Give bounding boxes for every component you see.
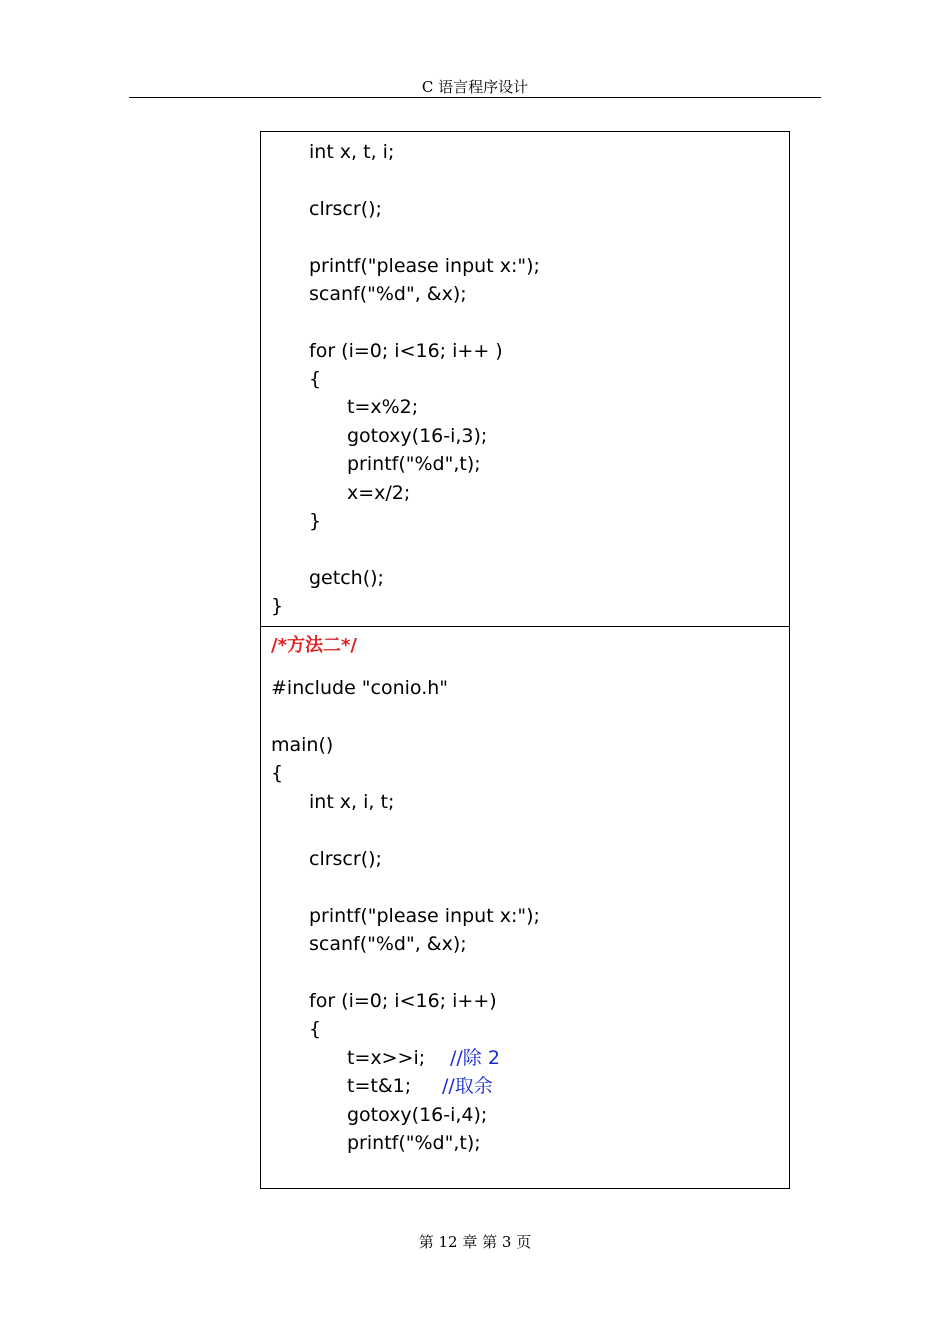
code-line: t=x>>i; bbox=[347, 1047, 426, 1069]
code-cell-method-2 bbox=[261, 626, 789, 1188]
code-line: for (i=0; i<16; i++) bbox=[309, 990, 497, 1012]
code-line: getch(); bbox=[309, 567, 384, 589]
code-line: main() bbox=[271, 734, 334, 756]
code-line: printf("%d",t); bbox=[347, 453, 481, 475]
code-line: gotoxy(16-i,3); bbox=[347, 425, 488, 447]
code-line: clrscr(); bbox=[309, 198, 382, 220]
code-cell-method-1 bbox=[261, 132, 789, 627]
code-line: printf("please input x:"); bbox=[309, 255, 540, 277]
code-line: } bbox=[309, 510, 322, 532]
code-line: gotoxy(16-i,4); bbox=[347, 1104, 488, 1126]
code-table bbox=[260, 131, 790, 1189]
code-line: scanf("%d", &x); bbox=[309, 933, 467, 955]
code-line: x=x/2; bbox=[347, 482, 411, 504]
code-line: } bbox=[271, 595, 284, 617]
code-line: { bbox=[309, 1018, 322, 1040]
code-line: clrscr(); bbox=[309, 848, 382, 870]
code-line: #include "conio.h" bbox=[271, 677, 449, 699]
code-line: printf("please input x:"); bbox=[309, 905, 540, 927]
code-comment: //取余 bbox=[442, 1075, 493, 1097]
code-line: { bbox=[271, 762, 284, 784]
header-rule bbox=[129, 97, 821, 98]
page-header-title: C 语言程序设计 bbox=[421, 78, 529, 96]
page-footer: 第 12 章 第 3 页 bbox=[418, 1233, 532, 1251]
code-line: int x, t, i; bbox=[309, 141, 395, 163]
code-line: t=t&1; bbox=[347, 1075, 412, 1097]
code-line: int x, i, t; bbox=[309, 791, 395, 813]
code-line: { bbox=[309, 368, 322, 390]
code-line: printf("%d",t); bbox=[347, 1132, 481, 1154]
code-line: t=x%2; bbox=[347, 396, 419, 418]
method-2-heading: /*方法二*/ bbox=[271, 635, 357, 656]
code-line: for (i=0; i<16; i++ ) bbox=[309, 340, 503, 362]
code-line: scanf("%d", &x); bbox=[309, 283, 467, 305]
code-comment: //除 2 bbox=[450, 1047, 500, 1069]
